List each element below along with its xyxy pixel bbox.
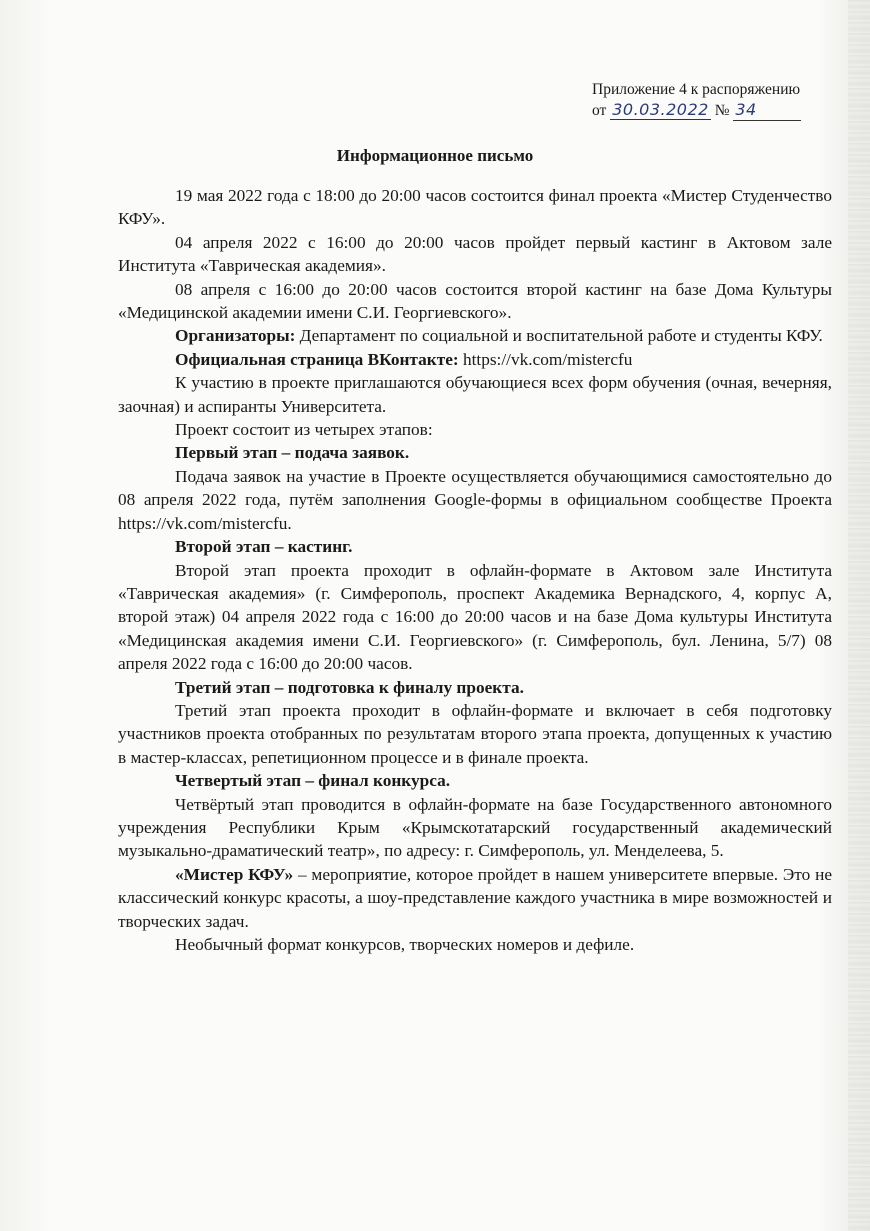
number-label: №	[714, 102, 730, 119]
stage4-text: Четвёртый этап проводится в офлайн-формате на базе Государственного автономного учреждения Республики Крым «Крымскотатарский государственный академический музыкально-драматический театр», по адресу: г. Симферополь, ул. Менделеева, 5.	[118, 794, 832, 861]
mister-label: «Мистер КФУ»	[175, 864, 294, 884]
handwritten-number: 34	[733, 100, 801, 121]
paragraph-vk	[118, 348, 832, 371]
paragraph-format: Необычный формат конкурсов, творческих номеров и дефиле.	[175, 935, 635, 954]
from-label: от	[592, 102, 607, 119]
stage2-title: Второй этап – кастинг.	[175, 537, 353, 557]
scan-edge	[848, 0, 870, 1231]
organizers-text: Департамент по социальной и воспитательной работе и студенты КФУ.	[295, 326, 823, 346]
paragraph-mister	[118, 863, 832, 933]
appendix-label: Приложение 4 к распоряжению	[592, 81, 801, 98]
paragraph-second-casting: 08 апреля с 16:00 до 20:00 часов состоится второй кастинг на базе Дома Культуры «Медицинской академии имени С.И. Георгиевского».	[118, 279, 832, 323]
page-title: Информационное письмо	[336, 146, 534, 165]
paragraph-final-date: 19 мая 2022 года с 18:00 до 20:00 часов состоится финал проекта «Мистер Студенчество КФУ».	[118, 186, 832, 229]
paragraph-stages: Проект состоит из четырех этапов:	[175, 420, 433, 440]
appendix-header	[592, 80, 832, 121]
letter-body	[118, 184, 832, 956]
paragraph-organizers	[118, 324, 832, 347]
order-line	[592, 100, 832, 121]
handwritten-date: 30.03.2022	[612, 100, 709, 119]
stage1-title: Первый этап – подача заявок.	[175, 443, 410, 463]
paragraph-invite: К участию в проекте приглашаются обучающиеся всех форм обучения (очная, вечерняя, заочная) и аспиранты Университета.	[118, 373, 832, 416]
stage4-title: Четвертый этап – финал конкурса.	[175, 771, 451, 791]
organizers-label: Организаторы:	[175, 326, 296, 346]
stage3-title: Третий этап – подготовка к финалу проекта.	[175, 677, 524, 697]
stage1-text: Подача заявок на участие в Проекте осуществляется обучающимися самостоятельно до 08 апреля 2022 года, путём заполнения Google-формы в официальном сообществе Проекта https://vk.com/mistercfu.	[118, 466, 832, 533]
vk-link[interactable]: https://vk.com/mistercfu	[462, 349, 633, 369]
stage2-text: Второй этап проекта проходит в офлайн-формате в Актовом зале Института «Таврическая академия» (г. Симферополь, проспект Академика Вернадского, 4, корпус А, второй этаж) 04 апреля 2022 года с 16:00 до 20:00 часов и на базе Дома культуры Института «Медицинская академия имени С.И. Георгиевского» (г. Симферополь, бул. Ленина, 5/7) 08 апреля 2022 года с 16:00 до 20:00 часов.	[118, 560, 832, 674]
stage3-text: Третий этап проекта проходит в офлайн-формате и включает в себя подготовку участников проекта отобранных по результатам второго этапа проекта, допущенных к участию в мастер-классах, репетиционном процессе и в финале проекта.	[118, 700, 832, 767]
paragraph-first-casting: 04 апреля 2022 с 16:00 до 20:00 часов пройдет первый кастинг в Актовом зале Института «Таврическая академия».	[118, 232, 832, 276]
mister-text: – мероприятие, которое пройдет в нашем университете впервые. Это не классический конкурс красоты, а шоу-представление каждого участника в мире возможностей и творческих задач.	[118, 864, 832, 931]
vk-label: Официальная страница ВКонтакте:	[175, 349, 459, 369]
